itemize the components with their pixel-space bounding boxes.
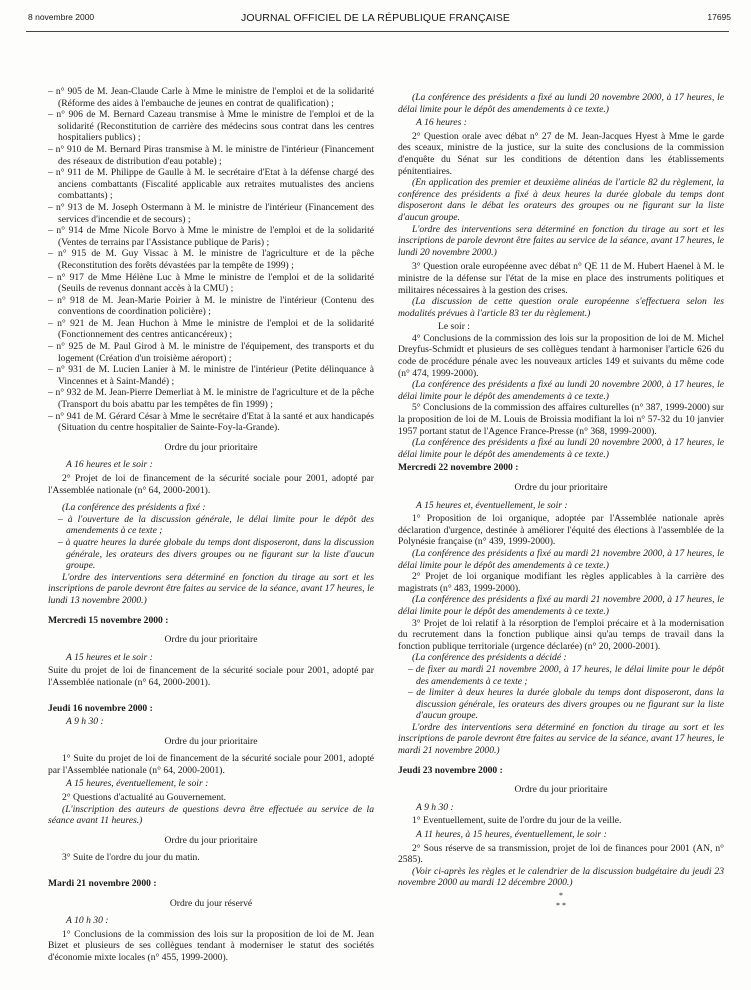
time-heading: A 15 heures et, éventuellement, le soir : (416, 499, 568, 511)
conference-note: (La conférence des présidents a décidé : (412, 652, 567, 664)
agenda-item: 1° Eventuellement, suite de l'ordre du jour de la veille. (412, 815, 622, 827)
agenda-item: 1° Conclusions de la commission des lois sur la proposition de loi de M. Jean Bizet et plusieurs de ses collègues tendant à moderniser le statut des sociétés d'économie mixte locales (n° 455, 1999-2000). (48, 928, 374, 963)
time-heading: A 15 heures et le soir : (66, 651, 153, 663)
conference-note: (La conférence des présidents a fixé au lundi 20 novembre 2000, à 17 heures, le délai limite pour le dépôt des amendements à ce texte.) (398, 437, 724, 460)
agenda-item: 1° Proposition de loi organique, adoptée par l'Assemblée nationale après déclaration d'urgence, destinée à améliorer l'équité des élections à l'assemblée de la Polynésie française (n° 439, 1999-2000). (398, 513, 724, 548)
conference-note: (La discussion de cette question orale européenne s'effectuera selon les modalités prévues à l'article 83 ter du règlement.) (398, 296, 724, 319)
question-item: – n° 925 de M. Paul Girod à M. le ministre de l'équipement, des transports et du logement (Création d'un troisième aéroport) ; (48, 341, 374, 364)
section-heading: Ordre du jour prioritaire (514, 784, 608, 796)
conference-note: (Voir ci-après les règles et le calendrier de la discussion budgétaire du jeudi 23 novembre 2000 au mardi 12 décembre 2000.) (398, 865, 724, 889)
section-heading: Ordre du jour prioritaire (164, 834, 258, 846)
time-heading: A 16 heures et le soir : (66, 459, 153, 471)
agenda-item: 3° Projet de loi relatif à la résorption de l'emploi précaire et à la modernisation du recrutement dans la fonction publique ainsi qu'au temps de travail dans la fonction publique territoriale (urgence déclarée) (n° 20, 2000-2001). (398, 617, 724, 652)
time-heading: A 9 h 30 : (66, 716, 104, 728)
conference-note: (L'inscription des auteurs de questions devra être effectuée au service de la séance avant 11 heures.) (48, 803, 374, 827)
question-item: – n° 918 de M. Jean-Marie Poirier à M. le ministre de l'intérieur (Contenu des conventions de coordination policière) ; (48, 294, 374, 318)
conference-note: L'ordre des interventions sera déterminé en fonction du tirage au sort et les inscriptions de parole devront être faites au service de la séance, avant 17 heures, le lundi 20 novembre 2000.) (398, 223, 724, 258)
header-title: JOURNAL OFFICIEL DE LA RÉPUBLIQUE FRANÇAISE (241, 12, 510, 24)
question-item: – n° 905 de M. Jean-Claude Carle à Mme le ministre de l'emploi et de la solidarité (Réforme des aides à l'embauche de jeunes en contrat de qualification) ; (48, 86, 374, 109)
agenda-item: 4° Conclusions de la commission des lois sur la proposition de loi de M. Michel Dreyfus-Schmidt et plusieurs de ses collègues tendant à harmoniser l'article 626 du code de procédure pénale avec les nouveaux articles 149 et suivants du même code (n° 474, 1999-2000). (398, 332, 724, 379)
day-heading: Mardi 21 novembre 2000 : (48, 878, 157, 890)
conference-note: L'ordre des interventions sera déterminé en fonction du tirage au sort et les inscriptions de parole devront être faites au service de la séance, avant 17 heures, le lundi 13 novembre 2000.) (48, 571, 374, 606)
conference-note: (La conférence des présidents a fixé au lundi 20 novembre 2000, à 17 heures, le délai limite pour le dépôt des amendements à ce texte.) (398, 92, 724, 115)
question-item: – n° 914 de Mme Nicole Borvo à Mme le ministre de l'emploi et de la solidarité (Ventes de terrains par l'Assistance publique de Paris) ; (48, 225, 374, 248)
conference-bullet: – à quatre heures la durée globale du temps dont disposeront, dans la discussion générale, les orateurs des divers groupes ou ne figurant sur la liste d'aucun groupe. (58, 536, 374, 572)
question-item: – n° 941 de M. Gérard César à Mme le secrétaire d'Etat à la santé et aux handicapés (Situation du centre hospitalier de Sainte-Foy-la-Grande). (48, 410, 374, 434)
section-heading: Ordre du jour prioritaire (514, 482, 608, 493)
section-heading: Ordre du jour prioritaire (164, 735, 258, 747)
conference-note: (La conférence des présidents a fixé au mardi 21 novembre 2000, à 17 heures, le délai limite pour le dépôt des amendements à ce texte.) (398, 594, 724, 617)
header-date: 8 novembre 2000 (28, 12, 95, 22)
question-list (48, 86, 374, 434)
conference-bullet: – à l'ouverture de la discussion générale, le délai limite pour le dépôt des amendements à ce texte ; (58, 513, 374, 537)
agenda-item: 2° Questions d'actualité au Gouvernement. (62, 792, 227, 804)
question-item: – n° 911 de M. Philippe de Gaulle à M. le secrétaire d'Etat à la défense chargé des anciens combattants (Fiscalité applicable aux retraites mutualistes des anciens combattants) ; (48, 167, 374, 202)
time-heading: A 11 heures, à 15 heures, éventuellement, le soir : (416, 829, 607, 841)
time-heading: A 16 heures : (416, 117, 467, 129)
agenda-item: 2° Question orale avec débat n° 27 de M. Jean-Jacques Hyest à Mme le garde des sceaux, ministre de la justice, sur la suite des conclusions de la commission d'enquête du Sénat sur les conditions de détention dans les établissements pénitentiaires. (398, 130, 724, 177)
day-heading: Mercredi 22 novembre 2000 : (398, 462, 519, 474)
agenda-item: 2° Sous réserve de sa transmission, projet de loi de finances pour 2001 (AN, n° 2585). (398, 842, 724, 866)
question-item: – n° 921 de M. Jean Huchon à Mme le ministre de l'emploi et de la solidarité (Fonctionnement des centres anticancéreux) ; (48, 317, 374, 341)
section-heading: Ordre du jour prioritaire (164, 634, 258, 646)
day-heading: Jeudi 23 novembre 2000 : (398, 764, 503, 776)
day-heading: Mercredi 15 novembre 2000 : (48, 614, 169, 626)
conference-note: (La conférence des présidents a fixé au mardi 21 novembre 2000, à 17 heures, le délai limite pour le dépôt des amendements à ce texte.) (398, 547, 724, 571)
section-heading: Ordre du jour réservé (169, 897, 253, 909)
conference-note: (La conférence des présidents a fixé : (62, 502, 206, 514)
right-column (398, 92, 724, 909)
question-item: – n° 906 de M. Bernard Cazeau transmise à Mme le ministre de l'emploi et de la solidarité (Reconstitution de carrière des médecins sous contrat dans les centres hospitaliers publics) ; (48, 109, 374, 144)
time-heading: A 10 h 30 : (66, 915, 109, 927)
conference-bullet: – de limiter à deux heures la durée globale du temps dont disposeront, dans la discussion générale, les orateurs des divers groupes ou ne figurant sur la liste d'aucun groupe. (408, 687, 724, 722)
asterism-top: * (559, 891, 563, 900)
agenda-item: 1° Suite du projet de loi de financement de la sécurité sociale pour 2001, adopté par l'Assemblée nationale (n° 64, 2000-2001). (48, 753, 374, 776)
conference-bullet: – de fixer au mardi 21 novembre 2000, à 17 heures, le délai limite pour le dépôt des amendements à ce texte ; (408, 663, 724, 687)
time-heading: Le soir : (438, 321, 470, 333)
question-item: – n° 910 de M. Bernard Piras transmise à M. le ministre de l'intérieur (Financement des réseaux de distribution d'eau potable) ; (48, 143, 374, 167)
question-item: – n° 931 de M. Lucien Lanier à M. le ministre de l'intérieur (Petite délinquance à Vincennes et à Saint-Mandé) ; (48, 364, 374, 387)
conference-note: (En application des premier et deuxième alinéas de l'article 82 du règlement, la conférence des présidents a fixé à deux heures la durée globale du temps dont disposeront dans le débat les orateurs des groupes ou ne figurant sur la liste d'aucun groupe. (398, 177, 724, 223)
agenda-item: Suite du projet de loi de financement de la sécurité sociale pour 2001, adopté par l'Assemblée nationale (n° 64, 2000-2001). (48, 665, 374, 688)
conference-note: L'ordre des interventions sera déterminé en fonction du tirage au sort et les inscriptions de parole devront être faites au service de la séance, avant 17 heures, le mardi 21 novembre 2000.) (398, 721, 724, 757)
agenda-item: 3° Question orale européenne avec débat n° QE 11 de M. Hubert Haenel à M. le ministre de la défense sur l'état de la mise en place des instruments politiques et militaires nécessaires à la gestion des crises. (398, 261, 724, 296)
time-heading: A 15 heures, éventuellement, le soir : (66, 778, 209, 790)
section-heading: Ordre du jour prioritaire (164, 441, 258, 453)
question-item: – n° 913 de M. Joseph Ostermann à M. le ministre de l'intérieur (Financement des services d'incendie et de secours) ; (48, 201, 374, 225)
left-column (48, 86, 374, 964)
question-item: – n° 915 de M. Guy Vissac à M. le ministre de l'agriculture et de la pêche (Reconstitution des forêts dévastées par la tempête de 1999) ; (48, 248, 374, 271)
agenda-item: 2° Projet de loi organique modifiant les règles applicables à la carrière des magistrats (n° 483, 1999-2000). (398, 571, 724, 594)
header-rule (26, 31, 729, 32)
agenda-item: 2° Projet de loi de financement de la sécurité sociale pour 2001, adopté par l'Assemblée nationale (n° 64, 2000-2001). (48, 473, 374, 496)
question-item: – n° 917 de Mme Hélène Luc à Mme le ministre de l'emploi et de la solidarité (Seuils de revenus donnant accès à la CMU) ; (48, 271, 374, 295)
conference-note: (La conférence des présidents a fixé au lundi 20 novembre 2000, à 17 heures, le délai limite pour le dépôt des amendements à ce texte.) (398, 379, 724, 402)
agenda-item: 5° Conclusions de la commission des affaires culturelles (n° 387, 1999-2000) sur la proposition de loi de M. Louis de Broissia modifiant la loi n° 57-32 du 10 janvier 1957 portant statut de l'Agence France-Presse (n° 368, 1999-2000). (398, 402, 724, 437)
agenda-item: 3° Suite de l'ordre du jour du matin. (62, 852, 200, 864)
day-heading: Jeudi 16 novembre 2000 : (48, 702, 153, 714)
asterism-bottom: * * (556, 901, 566, 910)
header-page-number: 17695 (707, 12, 731, 22)
time-heading: A 9 h 30 : (416, 801, 454, 813)
question-item: – n° 932 de M. Jean-Pierre Demerliat à M. le ministre de l'agriculture et de la pêche (Transport du bois abattu par les tempêtes de fin 1999) ; (48, 387, 374, 411)
